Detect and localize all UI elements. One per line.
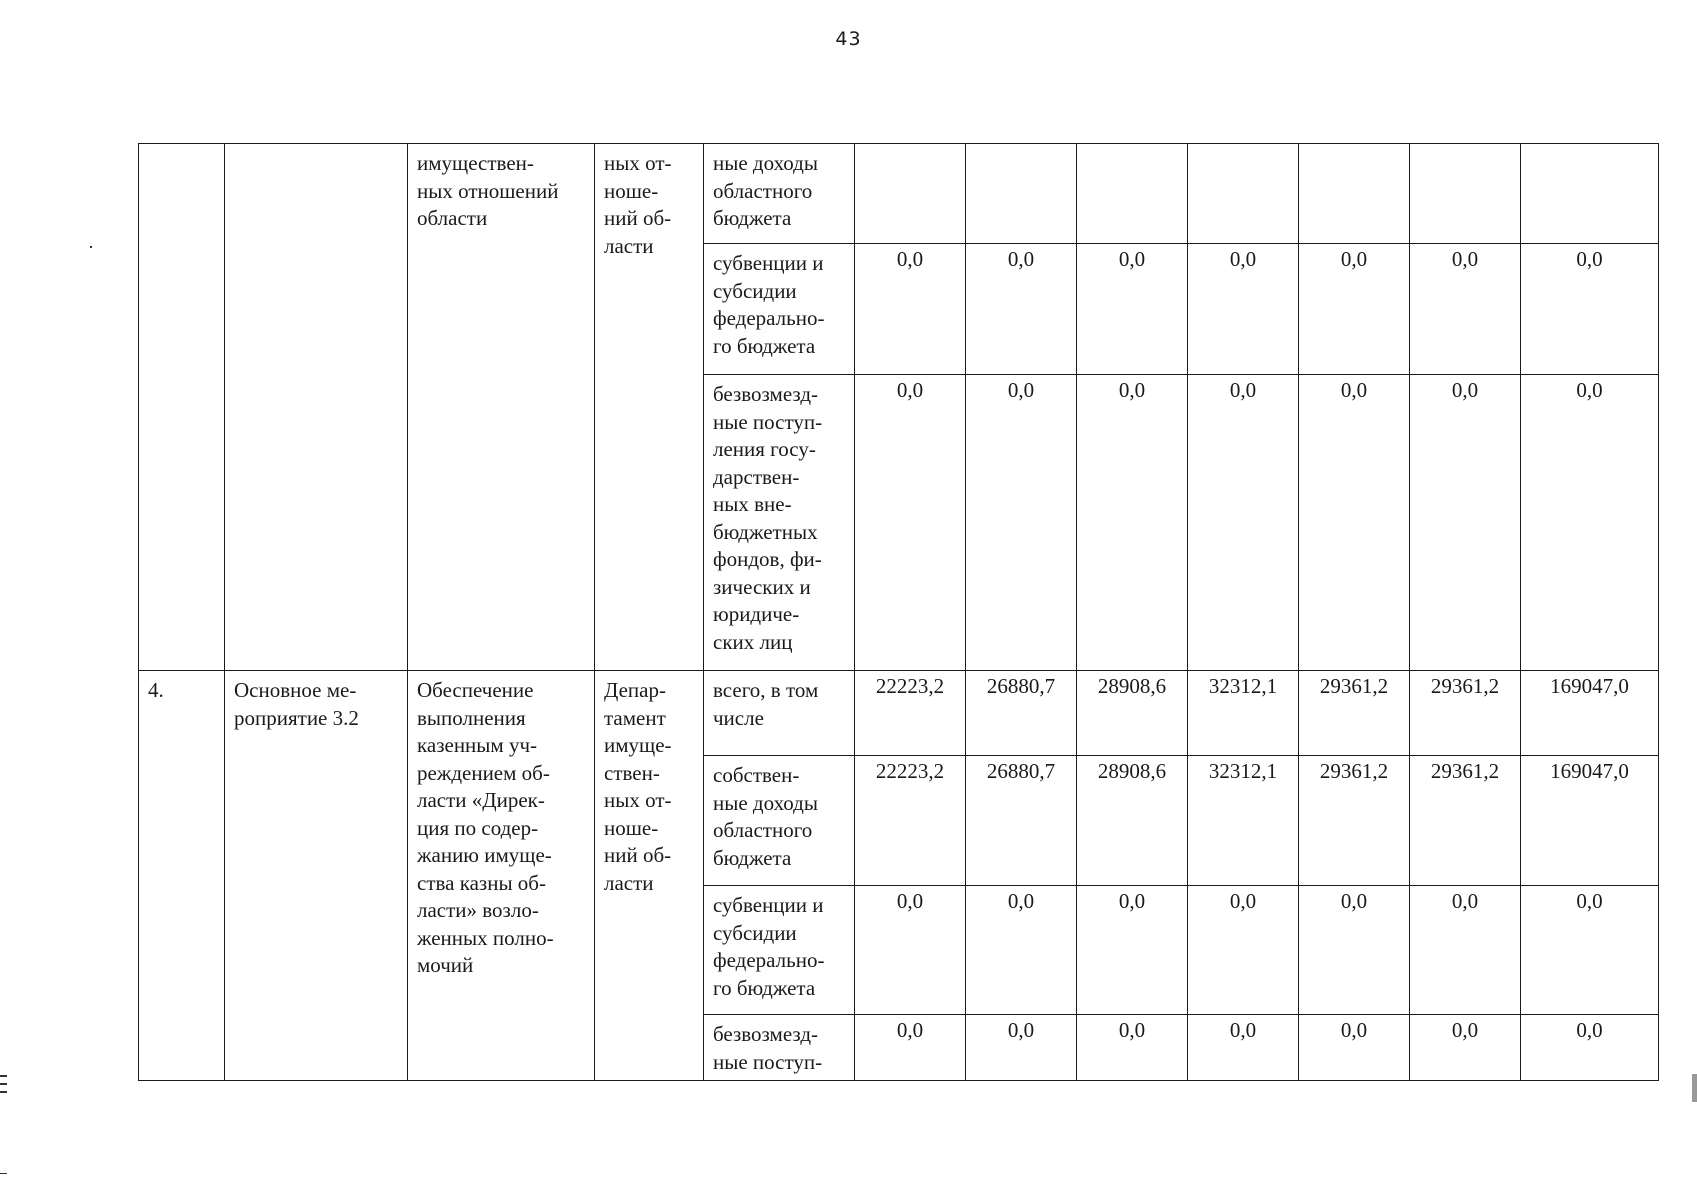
value-cell: 0,0 (1188, 886, 1299, 1015)
value-cell: 28908,6 (1077, 756, 1188, 886)
value-cell: 29361,2 (1299, 671, 1410, 756)
value-cell: 0,0 (1299, 886, 1410, 1015)
value-cell: 32312,1 (1188, 671, 1299, 756)
value-cell: 0,0 (855, 244, 966, 375)
value-cell: 0,0 (855, 886, 966, 1015)
value-cell: 0,0 (1521, 886, 1659, 1015)
value-cell: 0,0 (1077, 1015, 1188, 1081)
value-cell: 0,0 (966, 1015, 1077, 1081)
value-cell (1410, 144, 1521, 244)
value-cell: 0,0 (1188, 1015, 1299, 1081)
value-cell (1188, 144, 1299, 244)
value-cell: 0,0 (1410, 1015, 1521, 1081)
table-row (139, 671, 1659, 756)
scan-speck (0, 1083, 7, 1085)
funding-source-cell: субвенции и субсидии федерально- го бюджета (704, 244, 855, 375)
value-cell: 0,0 (1410, 244, 1521, 375)
status-cell: Основное ме- роприятие 3.2 (225, 671, 408, 1081)
number-cell (139, 144, 225, 671)
scan-speck (90, 246, 92, 248)
funding-source-cell: безвозмезд- ные поступ- ления госу- дарствен- ных вне- бюджетных фондов, фи- зических и юридиче- ских лиц (704, 375, 855, 671)
responsible-cell: имуществен- ных отношений области (408, 144, 595, 671)
funding-source-cell: ные доходы областного бюджета (704, 144, 855, 244)
value-cell: 32312,1 (1188, 756, 1299, 886)
value-cell: 0,0 (855, 1015, 966, 1081)
value-cell: 0,0 (1521, 1015, 1659, 1081)
value-cell (1077, 144, 1188, 244)
funding-source-cell: субвенции и субсидии федерально- го бюджета (704, 886, 855, 1015)
value-cell: 0,0 (1188, 244, 1299, 375)
value-cell: 29361,2 (1410, 671, 1521, 756)
value-cell: 0,0 (966, 244, 1077, 375)
number-cell: 4. (139, 671, 225, 1081)
value-cell: 26880,7 (966, 756, 1077, 886)
value-cell: 169047,0 (1521, 671, 1659, 756)
table-row (139, 144, 1659, 244)
scan-speck (0, 1075, 7, 1077)
executor-cell: ных от- ноше- ний об- ласти (595, 144, 704, 671)
page-number: 43 (835, 28, 862, 50)
value-cell: 0,0 (1521, 244, 1659, 375)
scan-speck (0, 1091, 7, 1093)
value-cell: 0,0 (1299, 375, 1410, 671)
value-cell: 0,0 (966, 375, 1077, 671)
value-cell: 0,0 (966, 886, 1077, 1015)
value-cell (855, 144, 966, 244)
scan-speck (0, 1173, 7, 1174)
value-cell: 0,0 (1077, 886, 1188, 1015)
value-cell (966, 144, 1077, 244)
status-cell (225, 144, 408, 671)
value-cell: 0,0 (1299, 244, 1410, 375)
responsible-cell: Обеспечение выполнения казенным уч- реждением об- ласти «Дирек- ция по содер- жанию имуще- ства казны об- ласти» возло- женных полно- мочий (408, 671, 595, 1081)
value-cell: 0,0 (1077, 244, 1188, 375)
value-cell: 28908,6 (1077, 671, 1188, 756)
value-cell: 0,0 (1188, 375, 1299, 671)
value-cell: 0,0 (1077, 375, 1188, 671)
value-cell: 29361,2 (1299, 756, 1410, 886)
value-cell (1299, 144, 1410, 244)
executor-cell: Депар- тамент имуще- ствен- ных от- ноше- ний об- ласти (595, 671, 704, 1081)
value-cell: 0,0 (1521, 375, 1659, 671)
funding-source-cell: собствен- ные доходы областного бюджета (704, 756, 855, 886)
value-cell: 0,0 (1410, 886, 1521, 1015)
scan-speck (1692, 1074, 1697, 1102)
value-cell: 0,0 (1299, 1015, 1410, 1081)
funding-source-cell: всего, в том числе (704, 671, 855, 756)
value-cell: 0,0 (1410, 375, 1521, 671)
funding-source-cell: безвозмезд- ные поступ- (704, 1015, 855, 1081)
value-cell: 22223,2 (855, 756, 966, 886)
budget-table (138, 143, 1659, 1081)
value-cell: 169047,0 (1521, 756, 1659, 886)
value-cell: 29361,2 (1410, 756, 1521, 886)
value-cell: 0,0 (855, 375, 966, 671)
value-cell: 22223,2 (855, 671, 966, 756)
value-cell: 26880,7 (966, 671, 1077, 756)
value-cell (1521, 144, 1659, 244)
